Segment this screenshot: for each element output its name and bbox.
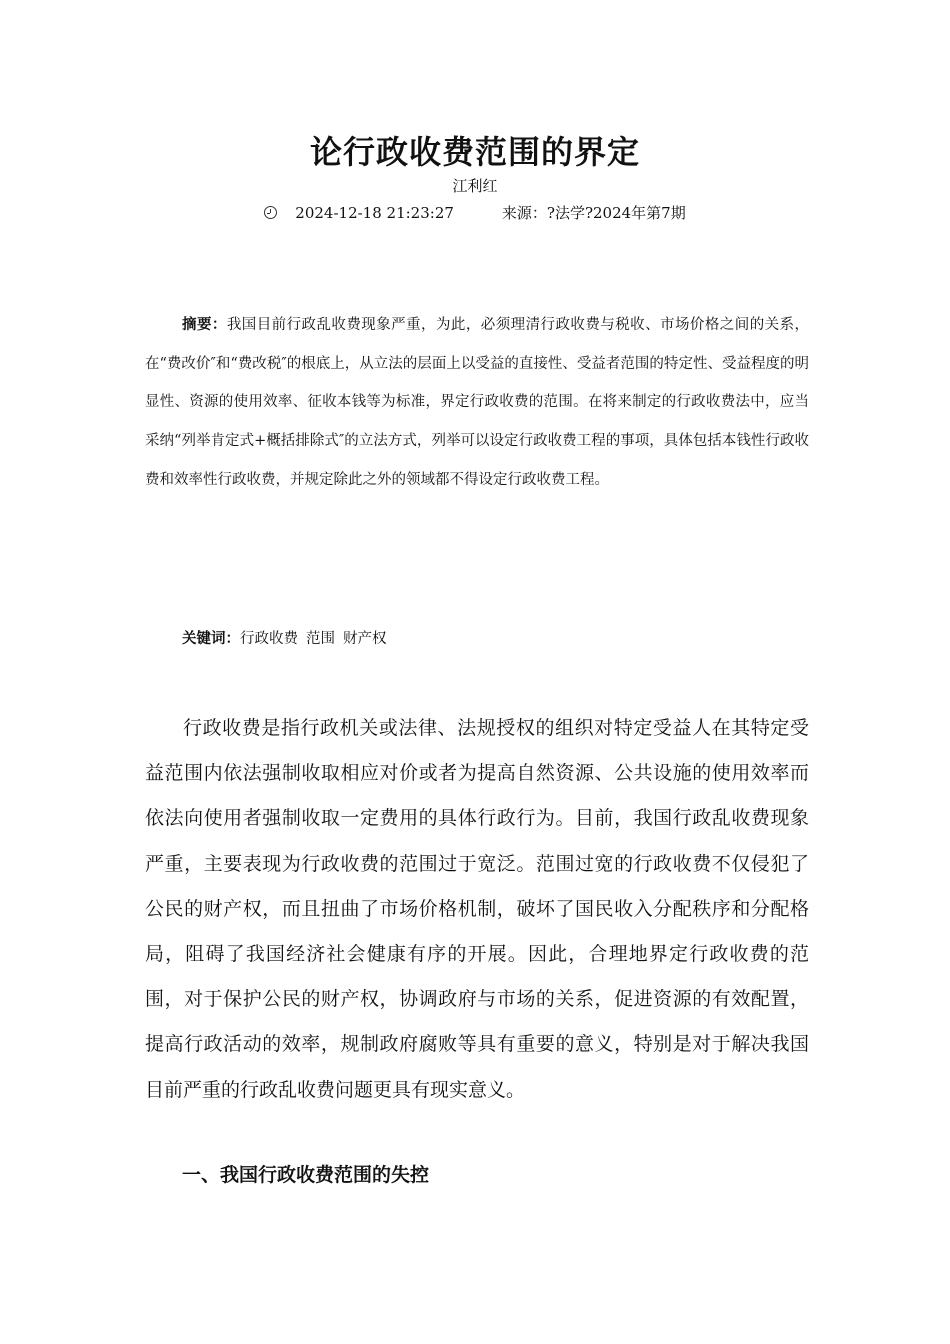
keywords-line [182,628,395,650]
keyword-item: 财产权 [343,631,387,647]
keywords-label: 关键词： [182,631,240,647]
abstract-paragraph [145,306,809,500]
keyword-item: 行政收费 [240,631,298,647]
article-author: 江利红 [452,177,498,195]
section-heading: 一、我国行政收费范围的失控 [182,1164,430,1186]
abstract-label: 摘要： [182,317,227,333]
keyword-item: 范围 [306,631,335,647]
article-title: 论行政收费范围的界定 [309,133,640,171]
body-paragraph: 行政收费是指行政机关或法律、法规授权的组织对特定受益人在其特定受益范围内依法强制收取相应对价或者为提高自然资源、公共设施的使用效率而依法向使用者强制收取一定费用的具体行政行为。目前，我国行政乱收费现象严重，主要表现为行政收费的范围过于宽泛。范围过宽的行政收费不仅侵犯了公民的财产权，而且扭曲了市场价格机制，破坏了国民收入分配秩序和分配格局，阻碍了我国经济社会健康有序的开展。因此，合理地界定行政收费的范围，对于保护公民的财产权，协调政府与市场的关系，促进资源的有效配置，提高行政活动的效率，规制政府腐败等具有重要的意义，特别是对于解决我国目前严重的行政乱收费问题更具有现实意义。 [145,717,809,1101]
clock-icon [264,206,277,219]
article-meta [0,202,950,224]
abstract-text: 我国目前行政乱收费现象严重，为此，必须理清行政收费与税收、市场价格之间的关系，在“费改价″和“费改税″的根底上，从立法的层面上以受益的直接性、受益者范围的特定性、受益程度的明显性、资源的使用效率、征收本钱等为标准，界定行政收费的范围。在将来制定的行政收费法中，应当采纳“列举肯定式+概括排除式″的立法方式，列举可以设定行政收费工程的事项，具体包括本钱性行政收费和效率性行政收费，并规定除此之外的领域都不得设定行政收费工程。 [145,317,810,488]
article-source: 来源：?法学?2024年第7期 [501,204,686,222]
publish-datetime: 2024-12-18 21:23:27 [295,204,454,222]
